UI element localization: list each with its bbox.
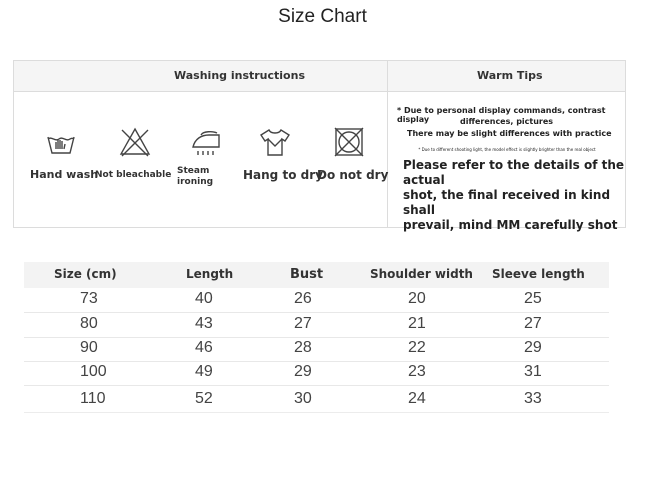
cell-bust: 29 <box>294 363 312 380</box>
cell-shoulder-width: 23 <box>408 363 426 380</box>
cell-bust: 30 <box>294 390 312 407</box>
tip-notice <box>403 158 625 233</box>
col-header-sleeve-length: Sleeve length <box>492 267 585 281</box>
cell-size: 80 <box>80 315 98 332</box>
steam-ironing-label-line1: Steam <box>177 166 210 176</box>
cell-shoulder-width: 20 <box>408 290 426 307</box>
hang-dry-icon <box>258 125 292 159</box>
cell-sleeve-length: 29 <box>524 339 542 356</box>
tip-notice-line-3: prevail, mind MM carefully shot <box>403 218 618 232</box>
cell-size: 110 <box>80 390 106 407</box>
cell-size: 90 <box>80 339 98 356</box>
col-header-length: Length <box>186 267 234 281</box>
table-row <box>24 388 609 413</box>
steam-ironing-label-line2: ironing <box>177 177 214 187</box>
steam-ironing-label <box>177 166 213 188</box>
table-row <box>24 313 609 338</box>
hand-wash-label: Hand wash <box>30 168 99 181</box>
washing-instructions-heading: Washing instructions <box>174 69 305 82</box>
no-bleach-icon <box>118 125 152 159</box>
cell-sleeve-length: 25 <box>524 290 542 307</box>
cell-length: 49 <box>195 363 213 380</box>
col-header-size: Size (cm) <box>54 267 117 281</box>
care-divider <box>387 61 388 227</box>
cell-length: 52 <box>195 390 213 407</box>
cell-length: 46 <box>195 339 213 356</box>
do-not-dry-label: Do not dry <box>317 168 389 182</box>
cell-bust: 27 <box>294 315 312 332</box>
cell-sleeve-length: 31 <box>524 363 542 380</box>
page-title: Size Chart <box>278 6 367 27</box>
col-header-bust: Bust <box>290 267 324 282</box>
tip-notice-line-1: Please refer to the details of the actual <box>403 158 625 187</box>
no-tumble-dry-icon <box>332 125 366 159</box>
cell-length: 40 <box>195 290 213 307</box>
tip-line-3: There may be slight differences with practice <box>407 129 612 138</box>
hand-wash-icon <box>44 125 78 159</box>
cell-sleeve-length: 33 <box>524 390 542 407</box>
cell-size: 73 <box>80 290 98 307</box>
cell-size: 100 <box>80 363 107 380</box>
cell-shoulder-width: 21 <box>408 315 426 332</box>
steam-iron-icon <box>189 125 223 159</box>
cell-length: 43 <box>195 315 213 332</box>
warm-tips-heading: Warm Tips <box>477 69 543 82</box>
col-header-shoulder-width: Shoulder width <box>370 267 473 281</box>
tip-line-1: * Due to personal display commands, contrast display <box>397 106 606 124</box>
care-panel <box>13 60 626 232</box>
tip-notice-line-2: shot, the final received in kind shall <box>403 188 611 217</box>
cell-sleeve-length: 27 <box>524 315 542 332</box>
table-row <box>24 337 609 362</box>
cell-shoulder-width: 24 <box>408 390 426 407</box>
tip-line-2: differences, pictures <box>460 117 554 126</box>
hang-to-dry-label: Hang to dry <box>243 168 323 182</box>
cell-bust: 28 <box>294 339 312 356</box>
tip-line-4: * Due to different shooting light, the model effect is slightly brighter than the real object <box>418 147 596 152</box>
cell-bust: 26 <box>294 290 312 307</box>
cell-shoulder-width: 22 <box>408 339 426 356</box>
table-row <box>24 288 609 313</box>
not-bleachable-label: Not bleachable <box>95 170 172 180</box>
table-row <box>24 361 609 386</box>
